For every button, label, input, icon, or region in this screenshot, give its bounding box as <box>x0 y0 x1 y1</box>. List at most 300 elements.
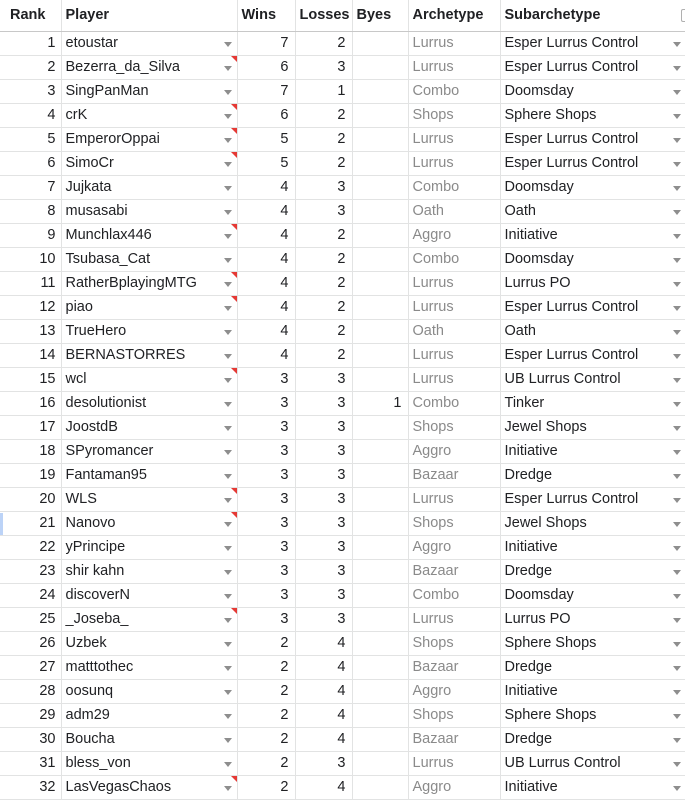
archetype-cell[interactable] <box>408 80 500 104</box>
player-cell[interactable] <box>61 656 237 680</box>
chevron-down-icon[interactable] <box>224 234 232 239</box>
subarchetype-cell[interactable] <box>500 776 685 800</box>
archetype-cell[interactable] <box>408 608 500 632</box>
wins-cell[interactable] <box>237 632 295 656</box>
chevron-down-icon[interactable] <box>673 450 681 455</box>
byes-cell[interactable] <box>352 440 408 464</box>
chevron-down-icon[interactable] <box>224 570 232 575</box>
losses-cell[interactable] <box>295 152 352 176</box>
rank-cell[interactable] <box>0 296 61 320</box>
player-cell[interactable] <box>61 128 237 152</box>
chevron-down-icon[interactable] <box>673 186 681 191</box>
rank-cell[interactable] <box>0 224 61 248</box>
header-rank[interactable]: Rank <box>0 0 61 32</box>
subarchetype-cell[interactable] <box>500 344 685 368</box>
scroll-edge-handle[interactable] <box>681 9 685 22</box>
header-byes[interactable]: Byes <box>352 0 408 32</box>
rank-cell[interactable] <box>0 128 61 152</box>
byes-cell[interactable] <box>352 752 408 776</box>
chevron-down-icon[interactable] <box>224 66 232 71</box>
chevron-down-icon[interactable] <box>224 738 232 743</box>
chevron-down-icon[interactable] <box>224 210 232 215</box>
player-cell[interactable] <box>61 224 237 248</box>
subarchetype-cell[interactable] <box>500 752 685 776</box>
losses-cell[interactable] <box>295 488 352 512</box>
wins-cell[interactable] <box>237 56 295 80</box>
losses-cell[interactable] <box>295 80 352 104</box>
subarchetype-cell[interactable] <box>500 440 685 464</box>
comment-indicator-icon[interactable] <box>231 368 237 374</box>
chevron-down-icon[interactable] <box>673 474 681 479</box>
chevron-down-icon[interactable] <box>673 642 681 647</box>
chevron-down-icon[interactable] <box>224 642 232 647</box>
losses-cell[interactable] <box>295 536 352 560</box>
rank-cell[interactable] <box>0 512 61 536</box>
chevron-down-icon[interactable] <box>673 594 681 599</box>
subarchetype-cell[interactable] <box>500 464 685 488</box>
rank-cell[interactable] <box>0 152 61 176</box>
player-cell[interactable] <box>61 176 237 200</box>
player-cell[interactable] <box>61 512 237 536</box>
chevron-down-icon[interactable] <box>673 738 681 743</box>
chevron-down-icon[interactable] <box>224 114 232 119</box>
player-cell[interactable] <box>61 296 237 320</box>
player-cell[interactable] <box>61 584 237 608</box>
chevron-down-icon[interactable] <box>673 402 681 407</box>
rank-cell[interactable] <box>0 104 61 128</box>
subarchetype-cell[interactable] <box>500 296 685 320</box>
byes-cell[interactable] <box>352 344 408 368</box>
losses-cell[interactable] <box>295 200 352 224</box>
rank-cell[interactable] <box>0 632 61 656</box>
losses-cell[interactable] <box>295 656 352 680</box>
byes-cell[interactable] <box>352 80 408 104</box>
byes-cell[interactable] <box>352 176 408 200</box>
byes-cell[interactable] <box>352 248 408 272</box>
player-cell[interactable] <box>61 608 237 632</box>
rank-cell[interactable] <box>0 488 61 512</box>
header-player[interactable]: Player <box>61 0 237 32</box>
wins-cell[interactable] <box>237 656 295 680</box>
chevron-down-icon[interactable] <box>224 402 232 407</box>
subarchetype-cell[interactable] <box>500 416 685 440</box>
archetype-cell[interactable] <box>408 272 500 296</box>
wins-cell[interactable] <box>237 416 295 440</box>
comment-indicator-icon[interactable] <box>231 152 237 158</box>
losses-cell[interactable] <box>295 392 352 416</box>
chevron-down-icon[interactable] <box>673 690 681 695</box>
losses-cell[interactable] <box>295 368 352 392</box>
subarchetype-cell[interactable] <box>500 368 685 392</box>
chevron-down-icon[interactable] <box>673 522 681 527</box>
comment-indicator-icon[interactable] <box>231 56 237 62</box>
losses-cell[interactable] <box>295 104 352 128</box>
rank-cell[interactable] <box>0 392 61 416</box>
rank-cell[interactable] <box>0 248 61 272</box>
comment-indicator-icon[interactable] <box>231 224 237 230</box>
player-cell[interactable] <box>61 32 237 56</box>
byes-cell[interactable] <box>352 152 408 176</box>
byes-cell[interactable] <box>352 512 408 536</box>
losses-cell[interactable] <box>295 320 352 344</box>
losses-cell[interactable] <box>295 296 352 320</box>
byes-cell[interactable] <box>352 776 408 800</box>
archetype-cell[interactable] <box>408 128 500 152</box>
wins-cell[interactable] <box>237 344 295 368</box>
subarchetype-cell[interactable] <box>500 224 685 248</box>
chevron-down-icon[interactable] <box>224 90 232 95</box>
subarchetype-cell[interactable] <box>500 512 685 536</box>
subarchetype-cell[interactable] <box>500 128 685 152</box>
losses-cell[interactable] <box>295 512 352 536</box>
comment-indicator-icon[interactable] <box>231 104 237 110</box>
losses-cell[interactable] <box>295 344 352 368</box>
wins-cell[interactable] <box>237 440 295 464</box>
wins-cell[interactable] <box>237 752 295 776</box>
player-cell[interactable] <box>61 392 237 416</box>
chevron-down-icon[interactable] <box>224 522 232 527</box>
chevron-down-icon[interactable] <box>673 162 681 167</box>
archetype-cell[interactable] <box>408 32 500 56</box>
chevron-down-icon[interactable] <box>224 714 232 719</box>
subarchetype-cell[interactable] <box>500 680 685 704</box>
comment-indicator-icon[interactable] <box>231 776 237 782</box>
archetype-cell[interactable] <box>408 632 500 656</box>
rank-cell[interactable] <box>0 680 61 704</box>
byes-cell[interactable] <box>352 416 408 440</box>
comment-indicator-icon[interactable] <box>231 608 237 614</box>
subarchetype-cell[interactable] <box>500 32 685 56</box>
player-cell[interactable] <box>61 80 237 104</box>
player-cell[interactable] <box>61 776 237 800</box>
subarchetype-cell[interactable] <box>500 152 685 176</box>
rank-cell[interactable] <box>0 416 61 440</box>
subarchetype-cell[interactable] <box>500 176 685 200</box>
chevron-down-icon[interactable] <box>224 762 232 767</box>
chevron-down-icon[interactable] <box>673 666 681 671</box>
rank-cell[interactable] <box>0 176 61 200</box>
archetype-cell[interactable] <box>408 224 500 248</box>
chevron-down-icon[interactable] <box>224 354 232 359</box>
losses-cell[interactable] <box>295 32 352 56</box>
rank-cell[interactable] <box>0 320 61 344</box>
rank-cell[interactable] <box>0 584 61 608</box>
chevron-down-icon[interactable] <box>224 618 232 623</box>
chevron-down-icon[interactable] <box>224 162 232 167</box>
archetype-cell[interactable] <box>408 176 500 200</box>
byes-cell[interactable] <box>352 32 408 56</box>
byes-cell[interactable] <box>352 728 408 752</box>
wins-cell[interactable] <box>237 320 295 344</box>
header-losses[interactable]: Losses <box>295 0 352 32</box>
wins-cell[interactable] <box>237 728 295 752</box>
wins-cell[interactable] <box>237 512 295 536</box>
byes-cell[interactable] <box>352 608 408 632</box>
subarchetype-cell[interactable] <box>500 56 685 80</box>
byes-cell[interactable] <box>352 632 408 656</box>
chevron-down-icon[interactable] <box>224 258 232 263</box>
byes-cell[interactable] <box>352 584 408 608</box>
losses-cell[interactable] <box>295 584 352 608</box>
byes-cell[interactable] <box>352 656 408 680</box>
subarchetype-cell[interactable] <box>500 320 685 344</box>
chevron-down-icon[interactable] <box>224 330 232 335</box>
wins-cell[interactable] <box>237 152 295 176</box>
rank-cell[interactable] <box>0 464 61 488</box>
archetype-cell[interactable] <box>408 464 500 488</box>
player-cell[interactable] <box>61 200 237 224</box>
player-cell[interactable] <box>61 728 237 752</box>
wins-cell[interactable] <box>237 296 295 320</box>
losses-cell[interactable] <box>295 176 352 200</box>
wins-cell[interactable] <box>237 608 295 632</box>
byes-cell[interactable] <box>352 224 408 248</box>
byes-cell[interactable] <box>352 680 408 704</box>
wins-cell[interactable] <box>237 248 295 272</box>
wins-cell[interactable] <box>237 536 295 560</box>
rank-cell[interactable] <box>0 608 61 632</box>
subarchetype-cell[interactable] <box>500 632 685 656</box>
losses-cell[interactable] <box>295 128 352 152</box>
wins-cell[interactable] <box>237 104 295 128</box>
wins-cell[interactable] <box>237 392 295 416</box>
chevron-down-icon[interactable] <box>224 42 232 47</box>
wins-cell[interactable] <box>237 680 295 704</box>
losses-cell[interactable] <box>295 776 352 800</box>
comment-indicator-icon[interactable] <box>231 488 237 494</box>
wins-cell[interactable] <box>237 488 295 512</box>
wins-cell[interactable] <box>237 704 295 728</box>
byes-cell[interactable] <box>352 488 408 512</box>
player-cell[interactable] <box>61 680 237 704</box>
archetype-cell[interactable] <box>408 344 500 368</box>
player-cell[interactable] <box>61 536 237 560</box>
chevron-down-icon[interactable] <box>673 498 681 503</box>
subarchetype-cell[interactable] <box>500 392 685 416</box>
byes-cell[interactable] <box>352 272 408 296</box>
archetype-cell[interactable] <box>408 752 500 776</box>
subarchetype-cell[interactable] <box>500 248 685 272</box>
rank-cell[interactable] <box>0 776 61 800</box>
chevron-down-icon[interactable] <box>224 306 232 311</box>
chevron-down-icon[interactable] <box>224 450 232 455</box>
byes-cell[interactable] <box>352 104 408 128</box>
byes-cell[interactable] <box>352 200 408 224</box>
player-cell[interactable] <box>61 488 237 512</box>
archetype-cell[interactable] <box>408 512 500 536</box>
subarchetype-cell[interactable] <box>500 488 685 512</box>
byes-cell[interactable] <box>352 392 408 416</box>
player-cell[interactable] <box>61 248 237 272</box>
chevron-down-icon[interactable] <box>673 210 681 215</box>
comment-indicator-icon[interactable] <box>231 512 237 518</box>
wins-cell[interactable] <box>237 272 295 296</box>
rank-cell[interactable] <box>0 656 61 680</box>
losses-cell[interactable] <box>295 248 352 272</box>
archetype-cell[interactable] <box>408 392 500 416</box>
player-cell[interactable] <box>61 272 237 296</box>
losses-cell[interactable] <box>295 56 352 80</box>
archetype-cell[interactable] <box>408 776 500 800</box>
wins-cell[interactable] <box>237 128 295 152</box>
subarchetype-cell[interactable] <box>500 656 685 680</box>
player-cell[interactable] <box>61 344 237 368</box>
losses-cell[interactable] <box>295 416 352 440</box>
player-cell[interactable] <box>61 104 237 128</box>
player-cell[interactable] <box>61 320 237 344</box>
losses-cell[interactable] <box>295 704 352 728</box>
wins-cell[interactable] <box>237 776 295 800</box>
archetype-cell[interactable] <box>408 152 500 176</box>
chevron-down-icon[interactable] <box>224 282 232 287</box>
chevron-down-icon[interactable] <box>224 378 232 383</box>
chevron-down-icon[interactable] <box>673 378 681 383</box>
byes-cell[interactable] <box>352 296 408 320</box>
archetype-cell[interactable] <box>408 704 500 728</box>
subarchetype-cell[interactable] <box>500 104 685 128</box>
rank-cell[interactable] <box>0 200 61 224</box>
player-cell[interactable] <box>61 440 237 464</box>
rank-cell[interactable] <box>0 752 61 776</box>
rank-cell[interactable] <box>0 272 61 296</box>
wins-cell[interactable] <box>237 32 295 56</box>
archetype-cell[interactable] <box>408 56 500 80</box>
rank-cell[interactable] <box>0 440 61 464</box>
chevron-down-icon[interactable] <box>673 546 681 551</box>
byes-cell[interactable] <box>352 464 408 488</box>
comment-indicator-icon[interactable] <box>231 296 237 302</box>
subarchetype-cell[interactable] <box>500 584 685 608</box>
chevron-down-icon[interactable] <box>673 570 681 575</box>
wins-cell[interactable] <box>237 560 295 584</box>
losses-cell[interactable] <box>295 752 352 776</box>
archetype-cell[interactable] <box>408 368 500 392</box>
byes-cell[interactable] <box>352 368 408 392</box>
player-cell[interactable] <box>61 56 237 80</box>
losses-cell[interactable] <box>295 272 352 296</box>
rank-cell[interactable] <box>0 80 61 104</box>
header-wins[interactable]: Wins <box>237 0 295 32</box>
byes-cell[interactable] <box>352 536 408 560</box>
chevron-down-icon[interactable] <box>224 594 232 599</box>
subarchetype-cell[interactable] <box>500 704 685 728</box>
archetype-cell[interactable] <box>408 680 500 704</box>
rank-cell[interactable] <box>0 56 61 80</box>
rank-cell[interactable] <box>0 560 61 584</box>
archetype-cell[interactable] <box>408 560 500 584</box>
player-cell[interactable] <box>61 416 237 440</box>
player-cell[interactable] <box>61 632 237 656</box>
archetype-cell[interactable] <box>408 440 500 464</box>
chevron-down-icon[interactable] <box>673 426 681 431</box>
player-cell[interactable] <box>61 704 237 728</box>
subarchetype-cell[interactable] <box>500 728 685 752</box>
chevron-down-icon[interactable] <box>224 498 232 503</box>
chevron-down-icon[interactable] <box>224 426 232 431</box>
byes-cell[interactable] <box>352 320 408 344</box>
wins-cell[interactable] <box>237 200 295 224</box>
chevron-down-icon[interactable] <box>673 138 681 143</box>
chevron-down-icon[interactable] <box>673 66 681 71</box>
subarchetype-cell[interactable] <box>500 560 685 584</box>
archetype-cell[interactable] <box>408 728 500 752</box>
player-cell[interactable] <box>61 560 237 584</box>
wins-cell[interactable] <box>237 176 295 200</box>
byes-cell[interactable] <box>352 704 408 728</box>
subarchetype-cell[interactable] <box>500 80 685 104</box>
chevron-down-icon[interactable] <box>673 762 681 767</box>
player-cell[interactable] <box>61 464 237 488</box>
comment-indicator-icon[interactable] <box>231 128 237 134</box>
archetype-cell[interactable] <box>408 320 500 344</box>
wins-cell[interactable] <box>237 80 295 104</box>
losses-cell[interactable] <box>295 560 352 584</box>
rank-cell[interactable] <box>0 728 61 752</box>
chevron-down-icon[interactable] <box>673 114 681 119</box>
archetype-cell[interactable] <box>408 200 500 224</box>
archetype-cell[interactable] <box>408 536 500 560</box>
chevron-down-icon[interactable] <box>673 618 681 623</box>
chevron-down-icon[interactable] <box>673 282 681 287</box>
archetype-cell[interactable] <box>408 656 500 680</box>
chevron-down-icon[interactable] <box>673 234 681 239</box>
subarchetype-cell[interactable] <box>500 272 685 296</box>
losses-cell[interactable] <box>295 464 352 488</box>
chevron-down-icon[interactable] <box>673 714 681 719</box>
subarchetype-cell[interactable] <box>500 608 685 632</box>
chevron-down-icon[interactable] <box>224 546 232 551</box>
losses-cell[interactable] <box>295 440 352 464</box>
chevron-down-icon[interactable] <box>673 330 681 335</box>
byes-cell[interactable] <box>352 560 408 584</box>
subarchetype-cell[interactable] <box>500 200 685 224</box>
archetype-cell[interactable] <box>408 104 500 128</box>
archetype-cell[interactable] <box>408 248 500 272</box>
chevron-down-icon[interactable] <box>673 354 681 359</box>
rank-cell[interactable] <box>0 344 61 368</box>
comment-indicator-icon[interactable] <box>231 272 237 278</box>
chevron-down-icon[interactable] <box>224 138 232 143</box>
chevron-down-icon[interactable] <box>224 666 232 671</box>
rank-cell[interactable] <box>0 368 61 392</box>
byes-cell[interactable] <box>352 128 408 152</box>
player-cell[interactable] <box>61 752 237 776</box>
chevron-down-icon[interactable] <box>224 474 232 479</box>
archetype-cell[interactable] <box>408 488 500 512</box>
wins-cell[interactable] <box>237 368 295 392</box>
chevron-down-icon[interactable] <box>673 258 681 263</box>
player-cell[interactable] <box>61 152 237 176</box>
rank-cell[interactable] <box>0 32 61 56</box>
rank-cell[interactable] <box>0 704 61 728</box>
chevron-down-icon[interactable] <box>673 42 681 47</box>
losses-cell[interactable] <box>295 728 352 752</box>
archetype-cell[interactable] <box>408 584 500 608</box>
wins-cell[interactable] <box>237 584 295 608</box>
losses-cell[interactable] <box>295 680 352 704</box>
byes-cell[interactable] <box>352 56 408 80</box>
subarchetype-cell[interactable] <box>500 536 685 560</box>
chevron-down-icon[interactable] <box>224 690 232 695</box>
losses-cell[interactable] <box>295 608 352 632</box>
archetype-cell[interactable] <box>408 416 500 440</box>
chevron-down-icon[interactable] <box>224 186 232 191</box>
archetype-cell[interactable] <box>408 296 500 320</box>
wins-cell[interactable] <box>237 464 295 488</box>
chevron-down-icon[interactable] <box>673 786 681 791</box>
chevron-down-icon[interactable] <box>224 786 232 791</box>
chevron-down-icon[interactable] <box>673 90 681 95</box>
